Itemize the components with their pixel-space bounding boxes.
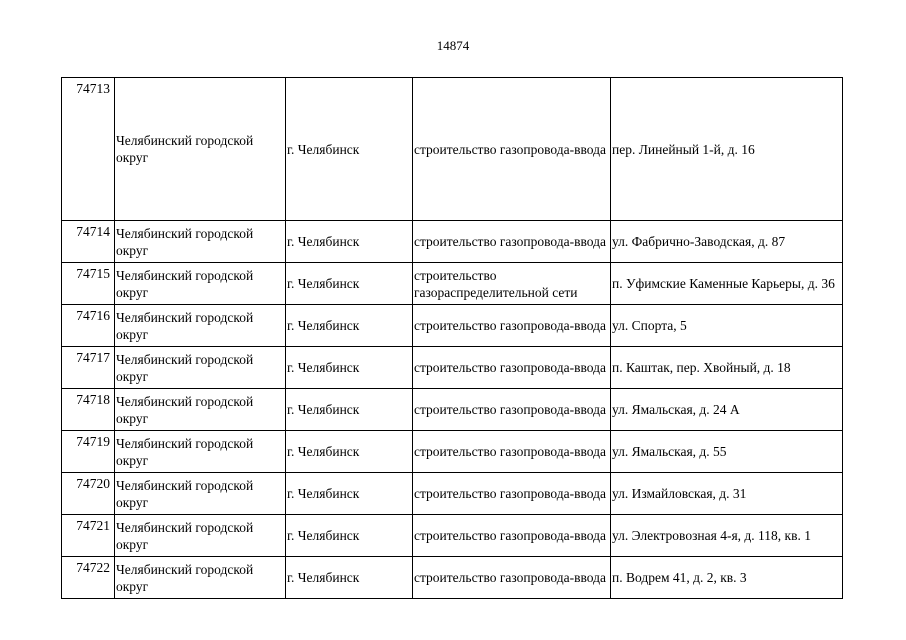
locality-cell: г. Челябинск [286, 347, 413, 389]
row-number: 74717 [62, 347, 115, 389]
row-number: 74718 [62, 389, 115, 431]
address-cell: ул. Измайловская, д. 31 [611, 473, 843, 515]
registry-table [61, 77, 843, 599]
locality-cell: г. Челябинск [286, 263, 413, 305]
row-number: 74721 [62, 515, 115, 557]
address-cell: ул. Фабрично-Заводская, д. 87 [611, 221, 843, 263]
locality-cell: г. Челябинск [286, 78, 413, 221]
table-row [62, 221, 843, 263]
address-cell: пер. Линейный 1-й, д. 16 [611, 78, 843, 221]
district-cell: Челябинский городской округ [115, 78, 286, 221]
address-cell: ул. Ямальская, д. 55 [611, 431, 843, 473]
locality-cell: г. Челябинск [286, 431, 413, 473]
locality-cell: г. Челябинск [286, 557, 413, 599]
work-cell: строительство газопровода-ввода [413, 347, 611, 389]
district-cell: Челябинский городской округ [115, 515, 286, 557]
work-cell: строительство газопровода-ввода [413, 221, 611, 263]
row-number: 74716 [62, 305, 115, 347]
row-number: 74714 [62, 221, 115, 263]
work-cell: строительство газопровода-ввода [413, 78, 611, 221]
district-cell: Челябинский городской округ [115, 305, 286, 347]
row-number: 74722 [62, 557, 115, 599]
table-row [62, 305, 843, 347]
row-number: 74713 [62, 78, 115, 221]
district-cell: Челябинский городской округ [115, 389, 286, 431]
work-cell: строительство газопровода-ввода [413, 431, 611, 473]
work-cell: строительство газопровода-ввода [413, 389, 611, 431]
work-cell: строительство газопровода-ввода [413, 305, 611, 347]
row-number: 74720 [62, 473, 115, 515]
table-row [62, 473, 843, 515]
district-cell: Челябинский городской округ [115, 431, 286, 473]
table-row [62, 557, 843, 599]
table-row [62, 431, 843, 473]
district-cell: Челябинский городской округ [115, 221, 286, 263]
locality-cell: г. Челябинск [286, 515, 413, 557]
locality-cell: г. Челябинск [286, 389, 413, 431]
address-cell: п. Каштак, пер. Хвойный, д. 18 [611, 347, 843, 389]
table-row [62, 263, 843, 305]
address-cell: ул. Электровозная 4-я, д. 118, кв. 1 [611, 515, 843, 557]
row-number: 74719 [62, 431, 115, 473]
work-cell: строительство газопровода-ввода [413, 515, 611, 557]
district-cell: Челябинский городской округ [115, 557, 286, 599]
address-cell: ул. Спорта, 5 [611, 305, 843, 347]
table-row [62, 347, 843, 389]
table-row [62, 515, 843, 557]
table-row [62, 389, 843, 431]
work-cell: строительство газораспределительной сети [413, 263, 611, 305]
row-number: 74715 [62, 263, 115, 305]
work-cell: строительство газопровода-ввода [413, 473, 611, 515]
table-row [62, 78, 843, 221]
locality-cell: г. Челябинск [286, 305, 413, 347]
work-cell: строительство газопровода-ввода [413, 557, 611, 599]
locality-cell: г. Челябинск [286, 221, 413, 263]
address-cell: п. Водрем 41, д. 2, кв. 3 [611, 557, 843, 599]
district-cell: Челябинский городской округ [115, 263, 286, 305]
district-cell: Челябинский городской округ [115, 347, 286, 389]
address-cell: ул. Ямальская, д. 24 А [611, 389, 843, 431]
address-cell: п. Уфимские Каменные Карьеры, д. 36 [611, 263, 843, 305]
district-cell: Челябинский городской округ [115, 473, 286, 515]
page-number: 14874 [436, 38, 470, 53]
locality-cell: г. Челябинск [286, 473, 413, 515]
